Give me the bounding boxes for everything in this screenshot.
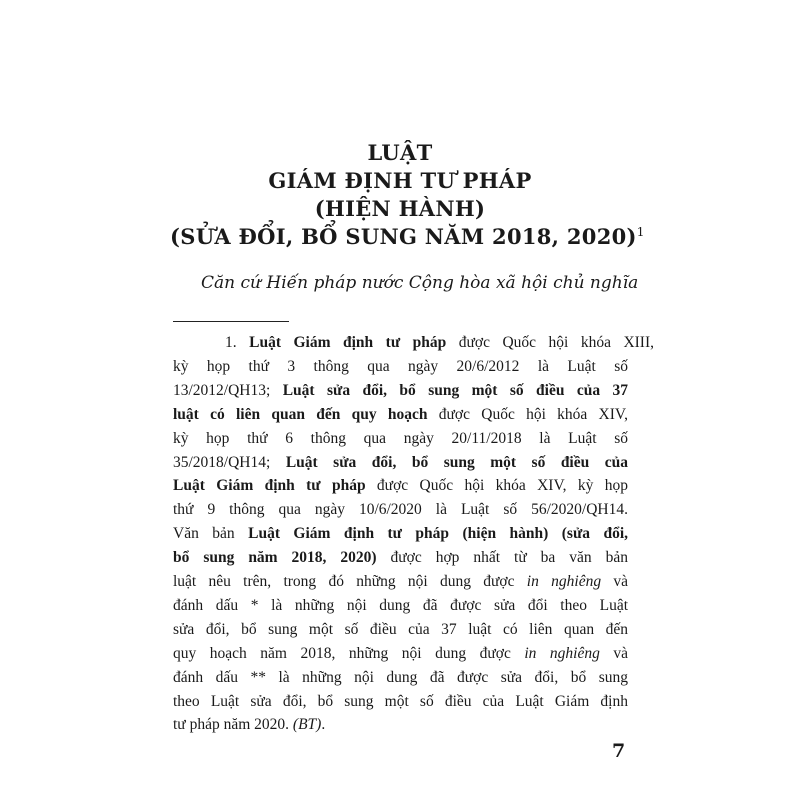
- bold-text: Luật sửa đổi, bổ sung một số điều của 37: [282, 381, 628, 399]
- footnote-line: [173, 454, 628, 472]
- bold-text: Luật Giám định tư pháp: [173, 477, 366, 495]
- bold-text: luật có liên quan đến quy hoạch: [173, 405, 428, 423]
- law-name: GIÁM ĐỊNH TƯ PHÁP: [268, 168, 532, 193]
- bold-text: bổ sung năm 2018, 2020): [173, 549, 377, 567]
- footnote-text: và: [599, 644, 628, 662]
- footnote-line: [173, 358, 628, 376]
- footnote-line: [173, 621, 628, 639]
- bold-text: Luật Giám định tư pháp (hiện hành) (sửa đổi,: [248, 525, 629, 543]
- footnote-line: [173, 549, 628, 567]
- footnote-line: [173, 693, 628, 711]
- footnote-line: [173, 645, 628, 663]
- footnote-line: [173, 382, 628, 400]
- footnote-line: [173, 501, 628, 519]
- italic-text: in nghiêng: [524, 644, 600, 662]
- footnote-text: được Quốc hội khóa XIV,: [427, 405, 628, 423]
- footnote-text: thứ 9 thông qua ngày 10/6/2020 là Luật số 56/2020/QH14.: [173, 501, 628, 519]
- footnote-text: 35/2018/QH14;: [173, 453, 286, 471]
- law-status: (HIỆN HÀNH): [314, 196, 486, 221]
- footnote-line: [173, 430, 628, 448]
- footnote-text: 13/2012/QH13;: [173, 381, 283, 399]
- footnote-text: kỳ họp thứ 6 thông qua ngày 20/11/2018 là Luật số: [173, 429, 628, 447]
- footnote-line: [173, 406, 628, 424]
- law-amendment-text: (SỬA ĐỔI, BỔ SUNG NĂM 2018, 2020): [170, 224, 637, 249]
- italic-text: (BT): [292, 716, 322, 734]
- footnote-line: [173, 597, 628, 615]
- footnote-text: đánh dấu * là những nội dung đã được sửa đổi theo Luật: [173, 596, 628, 614]
- footnote-line: [173, 477, 628, 495]
- footnote-text: quy hoạch năm 2018, những nội dung được: [173, 644, 525, 662]
- footnote-divider: [173, 321, 289, 322]
- footnote-line: [173, 716, 628, 734]
- footnote-text: được Quốc hội khóa XIV, kỳ họp: [365, 477, 628, 495]
- footnote-text: tư pháp năm 2020.: [173, 716, 293, 734]
- footnote-text: được Quốc hội khóa XIII,: [446, 334, 655, 351]
- footnote-text: và: [601, 573, 628, 590]
- italic-text: in nghiêng: [526, 573, 602, 590]
- footnote-text: 1.: [225, 334, 250, 351]
- footnote-text: sửa đổi, bổ sung một số điều của 37 luật có liên quan đến: [173, 620, 628, 638]
- bold-text: Luật Giám định tư pháp: [249, 334, 447, 351]
- footnote-marker: 1: [636, 225, 645, 239]
- law-title: LUẬT: [367, 140, 433, 165]
- footnote-text: đánh dấu ** là những nội dung đã được sửa đổi, bổ sung: [173, 668, 628, 686]
- footnote-line: [173, 573, 628, 591]
- footnote-text: luật nêu trên, trong đó những nội dung được: [173, 573, 527, 590]
- footnote-line: [173, 525, 628, 543]
- preamble: Căn cứ Hiến pháp nước Cộng hòa xã hội chủ nghĩa: [201, 273, 639, 293]
- footnote-line: [199, 334, 654, 352]
- footnote-text: được hợp nhất từ ba văn bản: [376, 549, 628, 567]
- page-number: 7: [612, 740, 626, 762]
- law-amendment-note: [170, 224, 645, 249]
- footnote-text: kỳ họp thứ 3 thông qua ngày 20/6/2012 là Luật số: [173, 357, 628, 375]
- footnote-text: Văn bản: [173, 525, 249, 543]
- footnote-line: [173, 669, 628, 687]
- footnote-text: .: [321, 716, 326, 734]
- bold-text: Luật sửa đổi, bổ sung một số điều của: [285, 453, 628, 471]
- footnote-text: theo Luật sửa đổi, bổ sung một số điều của Luật Giám định: [173, 692, 628, 710]
